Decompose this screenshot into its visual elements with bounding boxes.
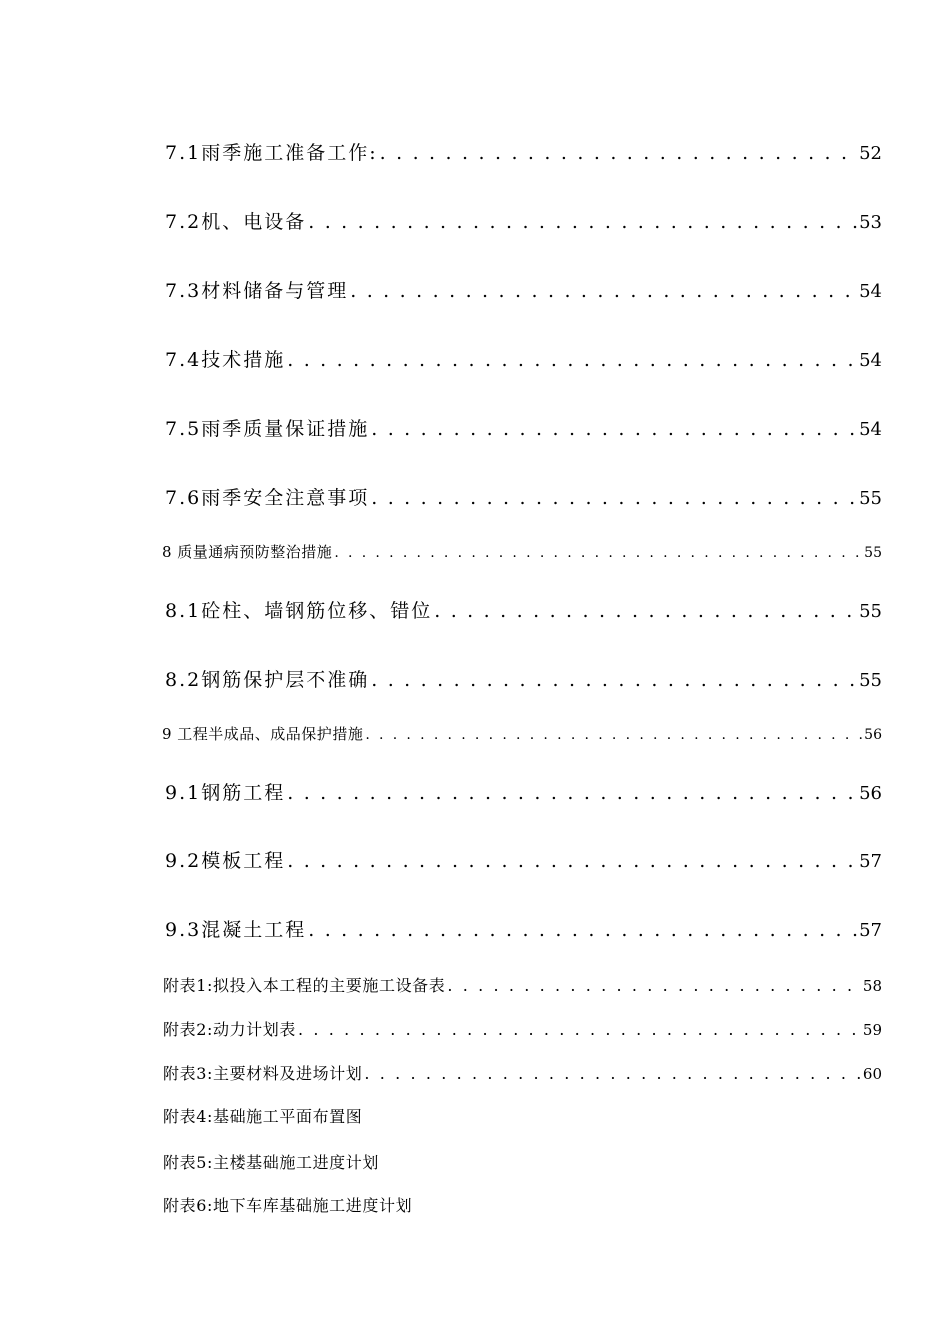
toc-page-number: 57 [859, 851, 882, 872]
toc-entry-appendix-5[interactable] [163, 1150, 882, 1173]
toc-entry-label: 附表4:基础施工平面布置图 [163, 1107, 363, 1126]
toc-entry-label: 7.3材料储备与管理 [165, 280, 349, 302]
toc-entry-8-1[interactable] [165, 596, 882, 623]
toc-page-number: 55 [859, 488, 882, 509]
dot-leader [308, 919, 857, 941]
dot-leader [447, 976, 861, 995]
toc-entry-label: 8 质量通病预防整治措施 [162, 543, 333, 561]
toc-entry-label: 附表3:主要材料及进场计划 [163, 1064, 363, 1083]
toc-page-number: 58 [862, 977, 882, 995]
toc-entry-label: 7.2机、电设备 [165, 211, 307, 233]
toc-page-number: 52 [859, 143, 882, 164]
toc-entry-9-2[interactable] [165, 846, 882, 873]
toc-entry-label: 附表2:动力计划表 [163, 1020, 296, 1039]
toc-page-number: 56 [864, 727, 882, 743]
toc-entry-label: 附表5:主楼基础施工进度计划 [163, 1153, 379, 1172]
toc-entry-7-1[interactable] [165, 138, 882, 165]
toc-entry-label: 9 工程半成品、成品保护措施 [162, 725, 364, 743]
toc-page-number: 54 [859, 350, 882, 371]
toc-page-number: 56 [859, 783, 882, 804]
toc-entry-9-1[interactable] [165, 778, 882, 805]
toc-page-number: 55 [859, 670, 882, 691]
dot-leader [365, 727, 862, 743]
toc-entry-9[interactable] [162, 723, 882, 744]
dot-leader [287, 850, 857, 872]
toc-entry-9-3[interactable] [165, 915, 882, 942]
toc-entry-7-6[interactable] [165, 483, 882, 510]
toc-entry-appendix-1[interactable] [163, 973, 882, 996]
toc-entry-7-5[interactable] [165, 414, 882, 441]
dot-leader [371, 669, 857, 691]
toc-page-number: 53 [859, 212, 882, 233]
toc-page-number: 55 [864, 545, 882, 561]
toc-entry-7-2[interactable] [165, 207, 882, 234]
toc-entry-label: 8.2钢筋保护层不准确 [165, 669, 370, 691]
toc-page-number: 60 [862, 1065, 882, 1083]
toc-entry-7-3[interactable] [165, 276, 882, 303]
toc-entry-appendix-3[interactable] [163, 1061, 882, 1084]
toc-entry-label: 9.3混凝土工程 [165, 919, 307, 941]
toc-entry-label: 7.1雨季施工准备工作: [165, 142, 378, 164]
toc-entry-appendix-2[interactable] [163, 1017, 882, 1040]
toc-entry-label: 7.6雨季安全注意事项 [165, 487, 370, 509]
toc-entry-label: 9.1钢筋工程 [165, 782, 286, 804]
dot-leader [308, 211, 857, 233]
toc-entry-8[interactable] [162, 541, 882, 562]
toc-entry-label: 附表1:拟投入本工程的主要施工设备表 [163, 976, 446, 995]
toc-entry-label: 8.1砼柱、墙钢筋位移、错位 [165, 600, 433, 622]
dot-leader [287, 349, 857, 371]
toc-entry-label: 7.4技术措施 [165, 349, 286, 371]
dot-leader [287, 782, 857, 804]
dot-leader [371, 487, 857, 509]
toc-page-number: 57 [859, 920, 882, 941]
toc-page-number: 59 [862, 1021, 882, 1039]
dot-leader [334, 545, 862, 561]
toc-entry-appendix-6[interactable] [163, 1193, 882, 1216]
dot-leader [371, 418, 857, 440]
dot-leader [380, 142, 857, 164]
toc-entry-8-2[interactable] [165, 665, 882, 692]
toc-entry-label: 附表6:地下车库基础施工进度计划 [163, 1196, 413, 1215]
toc-page-number: 54 [859, 281, 882, 302]
toc-entry-appendix-4[interactable] [163, 1104, 882, 1127]
dot-leader [350, 280, 857, 302]
toc-page-number: 55 [859, 601, 882, 622]
toc-entry-label: 9.2模板工程 [165, 850, 286, 872]
dot-leader [298, 1020, 861, 1039]
toc-entry-label: 7.5雨季质量保证措施 [165, 418, 370, 440]
dot-leader [364, 1064, 861, 1083]
toc-entry-7-4[interactable] [165, 345, 882, 372]
toc-page-number: 54 [859, 419, 882, 440]
dot-leader [434, 600, 857, 622]
